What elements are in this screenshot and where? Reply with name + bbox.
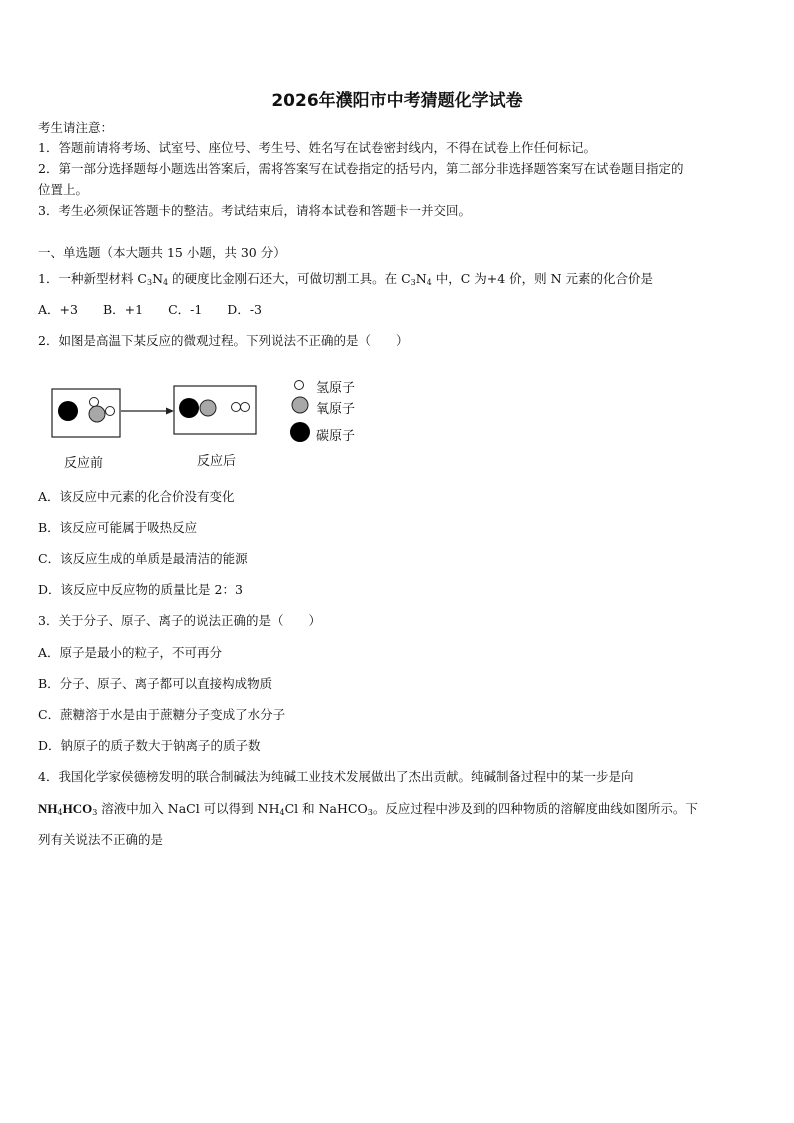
legend-hydrogen-label: 氢原子 <box>316 381 356 396</box>
legend-oxygen-label: 氧原子 <box>316 402 356 417</box>
question-2-option-a: A．该反应中元素的化合价没有变化 <box>38 489 235 504</box>
question-3-option-c: C．蔗糖溶于水是由于蔗糖分子变成了水分子 <box>38 707 286 722</box>
question-2-option-c: C．该反应生成的单质是最清洁的能源 <box>38 551 248 566</box>
question-3-option-a: A．原子是最小的粒子，不可再分 <box>38 645 223 660</box>
question-4-line-3: 列有关说法不正确的是 <box>38 832 164 847</box>
question-1-options: A．+3 B．+1 C．-1 D．-3 <box>38 302 263 317</box>
question-2-option-b: B．该反应可能属于吸热反应 <box>38 520 198 535</box>
carbon-atom <box>179 398 199 418</box>
legend-carbon-label: 碳原子 <box>316 429 356 444</box>
hydrogen-atom <box>232 403 241 412</box>
question-2-stem: 2．如图是高温下某反应的微观过程。下列说法不正确的是（ ） <box>38 333 409 348</box>
notice-item-2: 2．第一部分选择题每小题选出答案后，需将答案写在试卷指定的括号内，第二部分非选择题答案写在试卷题目指定的 <box>38 161 684 176</box>
question-1-stem: 1．一种新型材料 $C_3N_4$ 的硬度比金刚石还大，可做切割工具。在 $C_3N_4$ 中，C 为+4 价，则 N 元素的化合价是 <box>38 271 654 287</box>
question-3-option-b: B．分子、原子、离子都可以直接构成物质 <box>38 676 273 691</box>
question-4-line-1: 4．我国化学家侯德榜发明的联合制碱法为纯碱工业技术发展做出了杰出贡献。纯碱制备过程中的某一步是向 <box>38 769 634 784</box>
oxygen-atom <box>200 400 216 416</box>
notice-heading: 考生请注意： <box>38 120 114 135</box>
notice-item-2-cont: 位置上。 <box>38 182 89 197</box>
before-label: 反应前 <box>64 456 104 471</box>
hydrogen-atom <box>90 398 99 407</box>
hydrogen-atom <box>241 403 250 412</box>
notice-item-3: 3．考生必须保证答题卡的整洁。考试结束后，请将本试卷和答题卡一并交回。 <box>38 203 471 218</box>
page-title: 2026年濮阳市中考猜题化学试卷 <box>271 91 523 111</box>
legend-carbon-icon <box>290 422 310 442</box>
question-4-line-2: $NH_4HCO_3$ 溶液中加入 NaCl 可以得到 $NH_4Cl$ 和 NaHCO$_3$。反应过程中涉及到的四种物质的溶解度曲线如图所示。下 <box>38 801 698 817</box>
legend-hydrogen-icon <box>295 381 304 390</box>
carbon-atom <box>58 401 78 421</box>
section-heading: 一、单选题（本大题共 15 小题，共 30 分） <box>38 245 286 260</box>
after-label: 反应后 <box>197 454 237 469</box>
oxygen-atom <box>89 406 105 422</box>
notice-item-1: 1．答题前请将考场、试室号、座位号、考生号、姓名写在试卷密封线内，不得在试卷上作任何标记。 <box>38 140 596 155</box>
question-2-option-d: D．该反应中反应物的质量比是 2：3 <box>38 582 243 597</box>
question-3-option-d: D．钠原子的质子数大于钠离子的质子数 <box>38 738 261 753</box>
question-3-stem: 3．关于分子、原子、离子的说法正确的是（ ） <box>38 613 321 628</box>
hydrogen-atom <box>106 407 115 416</box>
legend-oxygen-icon <box>292 397 308 413</box>
arrow-head-icon <box>166 408 174 415</box>
